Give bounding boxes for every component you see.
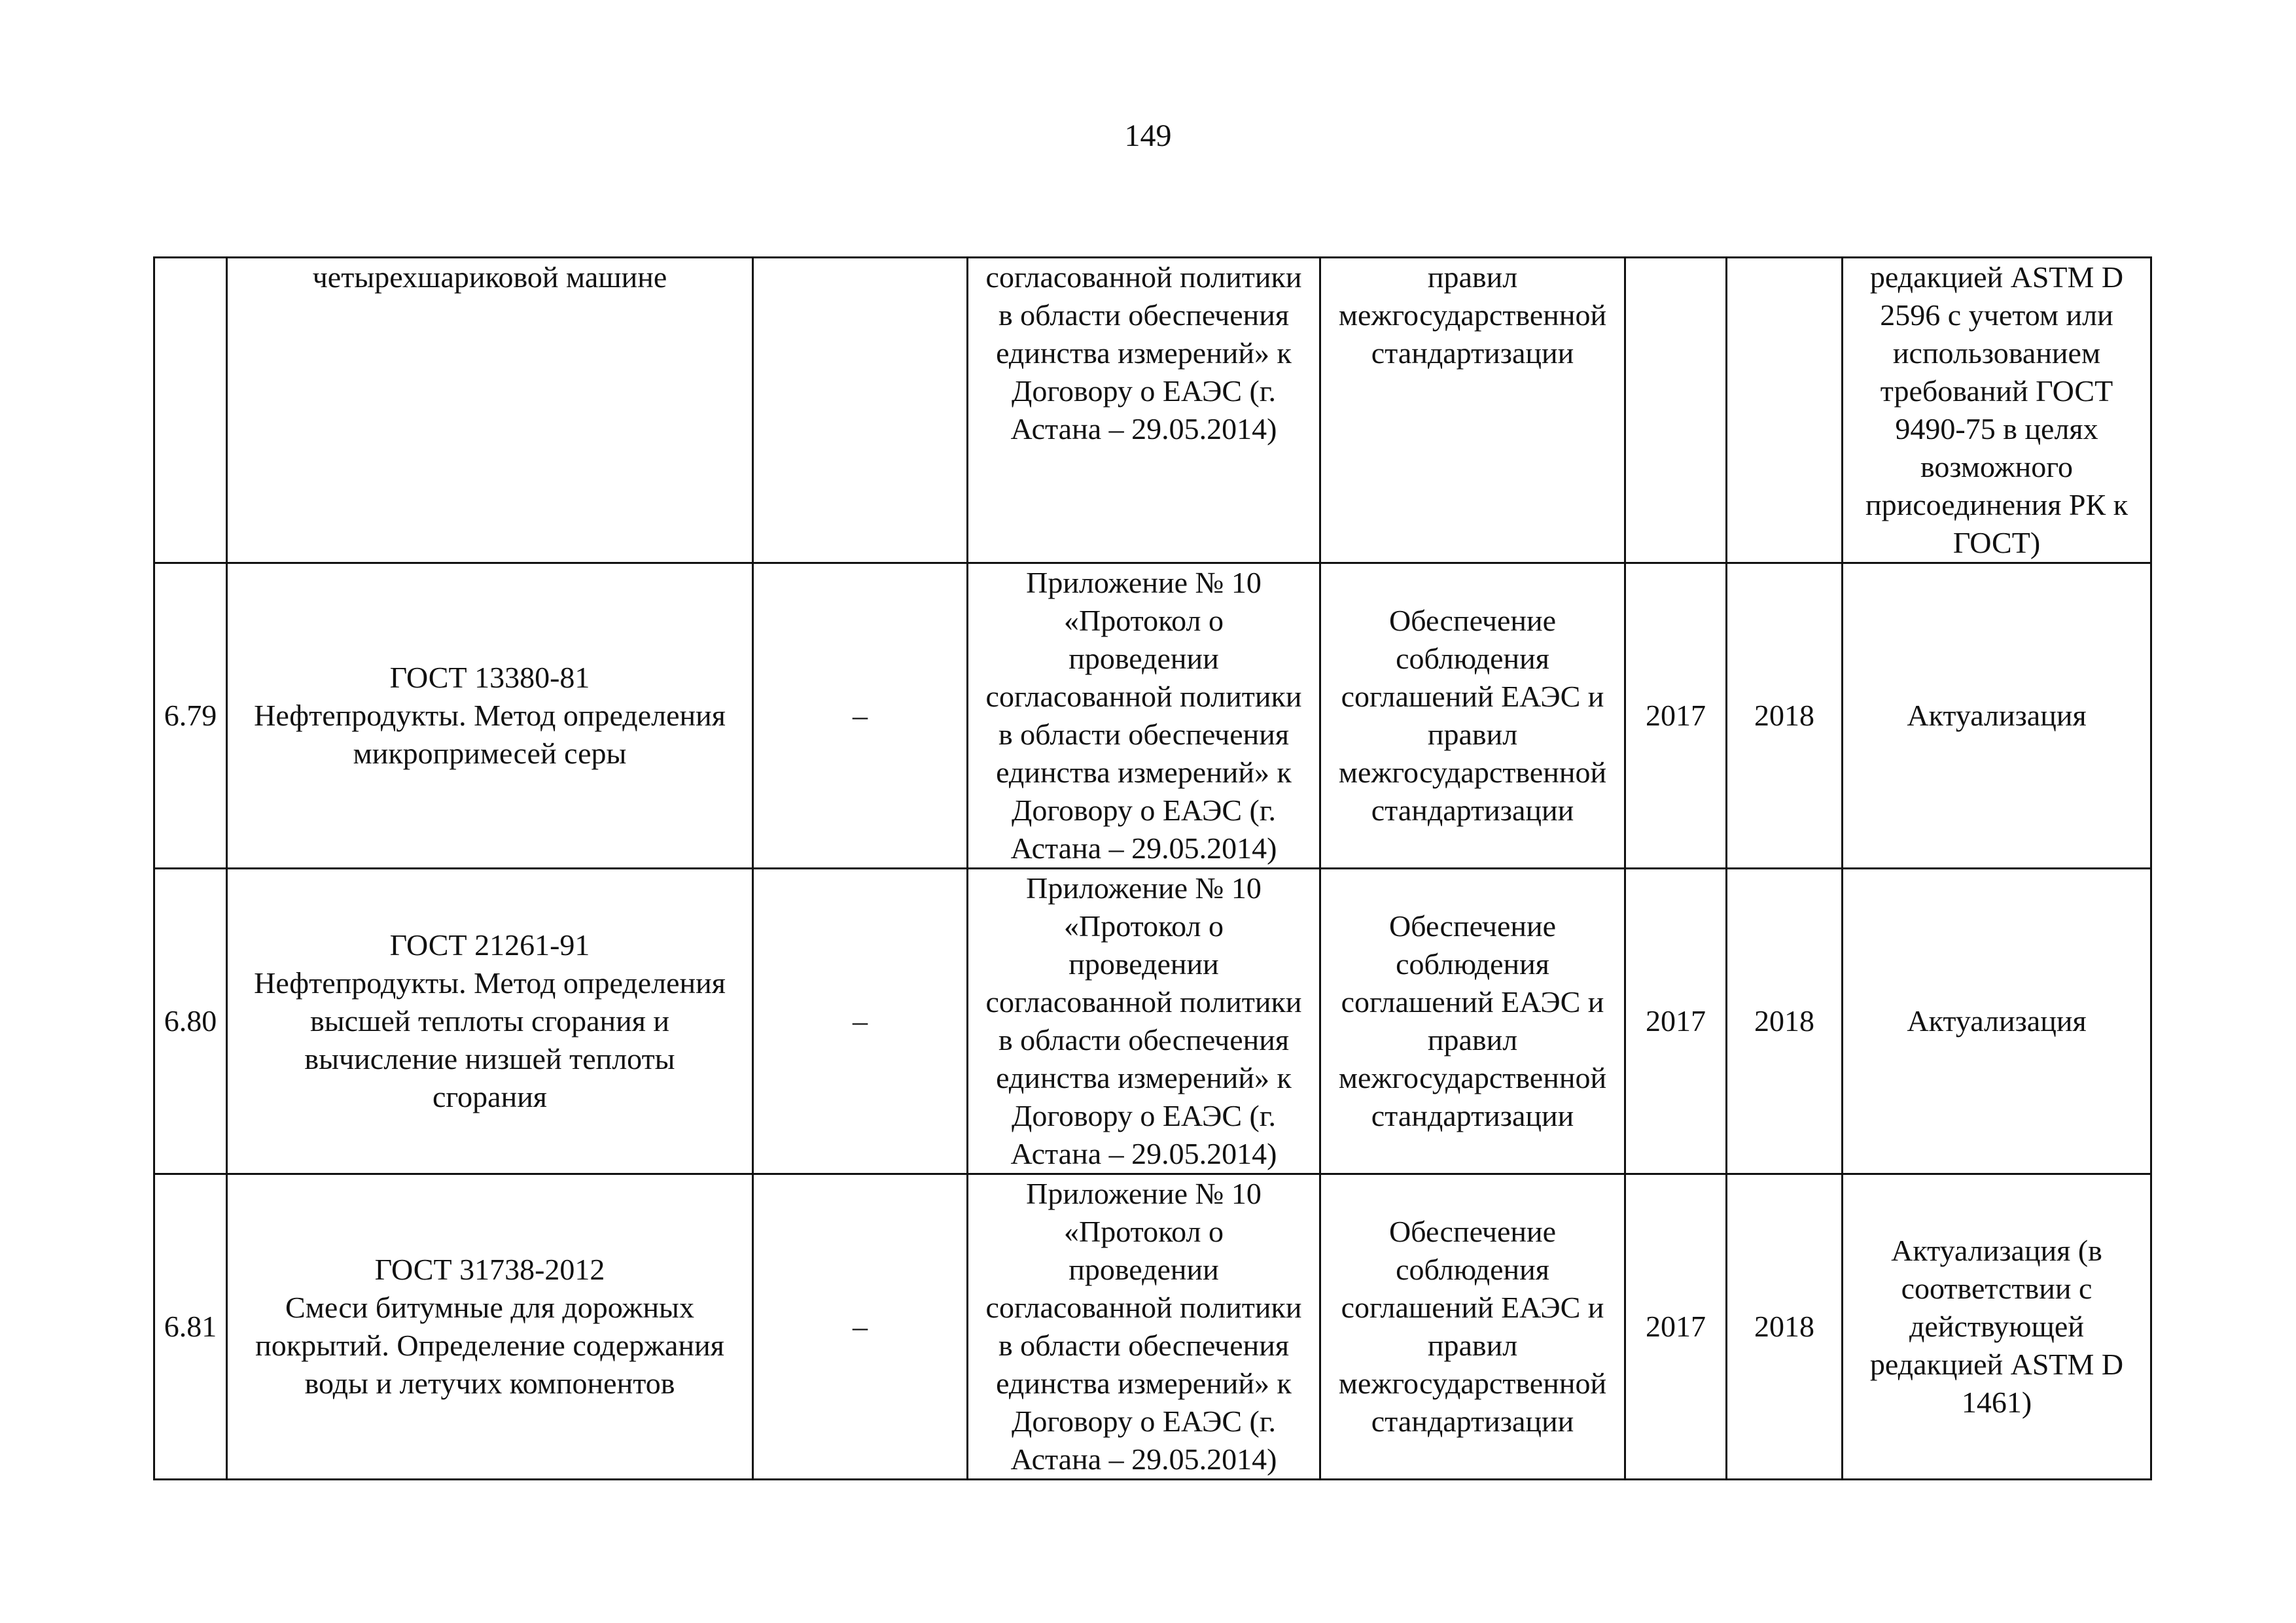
row-number-cell: 6.79 (154, 563, 227, 869)
end-year-cell (1727, 258, 1843, 563)
note-cell: Актуализация (1843, 563, 2151, 869)
document-cell: Приложение № 10 «Протокол о проведении согласованной политики в области обеспечения единства измерений» к Договору о ЕАЭС (г. Астана – 29.05.2014) (968, 563, 1320, 869)
document-cell: Приложение № 10 «Протокол о проведении согласованной политики в области обеспечения единства измерений» к Договору о ЕАЭС (г. Астана – 29.05.2014) (968, 1174, 1320, 1480)
start-year-cell: 2017 (1625, 563, 1727, 869)
replacement-cell: – (753, 563, 968, 869)
row-number-cell: 6.81 (154, 1174, 227, 1480)
table-row (154, 258, 2151, 563)
document-cell: Приложение № 10 «Протокол о проведении согласованной политики в области обеспечения единства измерений» к Договору о ЕАЭС (г. Астана – 29.05.2014) (968, 869, 1320, 1174)
table-row (154, 869, 2151, 1174)
note-cell: Актуализация (1843, 869, 2151, 1174)
note-cell: редакцией ASTM D 2596 с учетом или использованием требований ГОСТ 9490-75 в целях возможного присоединения РК к ГОСТ) (1843, 258, 2151, 563)
table-row (154, 1174, 2151, 1480)
end-year-cell: 2018 (1727, 869, 1843, 1174)
purpose-cell: Обеспечение соблюдения соглашений ЕАЭС и правил межгосударственной стандартизации (1320, 563, 1625, 869)
purpose-cell: Обеспечение соблюдения соглашений ЕАЭС и правил межгосударственной стандартизации (1320, 869, 1625, 1174)
replacement-cell: – (753, 869, 968, 1174)
table-row (154, 563, 2151, 869)
start-year-cell: 2017 (1625, 1174, 1727, 1480)
standard-name-cell: ГОСТ 31738-2012 Смеси битумные для дорожных покрытий. Определение содержания воды и летучих компонентов (227, 1174, 753, 1480)
start-year-cell: 2017 (1625, 869, 1727, 1174)
document-cell: согласованной политики в области обеспечения единства измерений» к Договору о ЕАЭС (г. Астана – 29.05.2014) (968, 258, 1320, 563)
row-number-cell: 6.80 (154, 869, 227, 1174)
standard-name-cell: ГОСТ 21261-91 Нефтепродукты. Метод определения высшей теплоты сгорания и вычисление низшей теплоты сгорания (227, 869, 753, 1174)
standard-name-cell: четырехшариковой машине (227, 258, 753, 563)
end-year-cell: 2018 (1727, 1174, 1843, 1480)
start-year-cell (1625, 258, 1727, 563)
end-year-cell: 2018 (1727, 563, 1843, 869)
standard-name-cell: ГОСТ 13380-81 Нефтепродукты. Метод определения микропримесей серы (227, 563, 753, 869)
row-number-cell (154, 258, 227, 563)
replacement-cell (753, 258, 968, 563)
standards-table (153, 256, 2152, 1480)
replacement-cell: – (753, 1174, 968, 1480)
purpose-cell: правил межгосударственной стандартизации (1320, 258, 1625, 563)
purpose-cell: Обеспечение соблюдения соглашений ЕАЭС и правил межгосударственной стандартизации (1320, 1174, 1625, 1480)
page-number: 149 (1124, 118, 1172, 153)
note-cell: Актуализация (в соответствии с действующей редакцией ASTM D 1461) (1843, 1174, 2151, 1480)
